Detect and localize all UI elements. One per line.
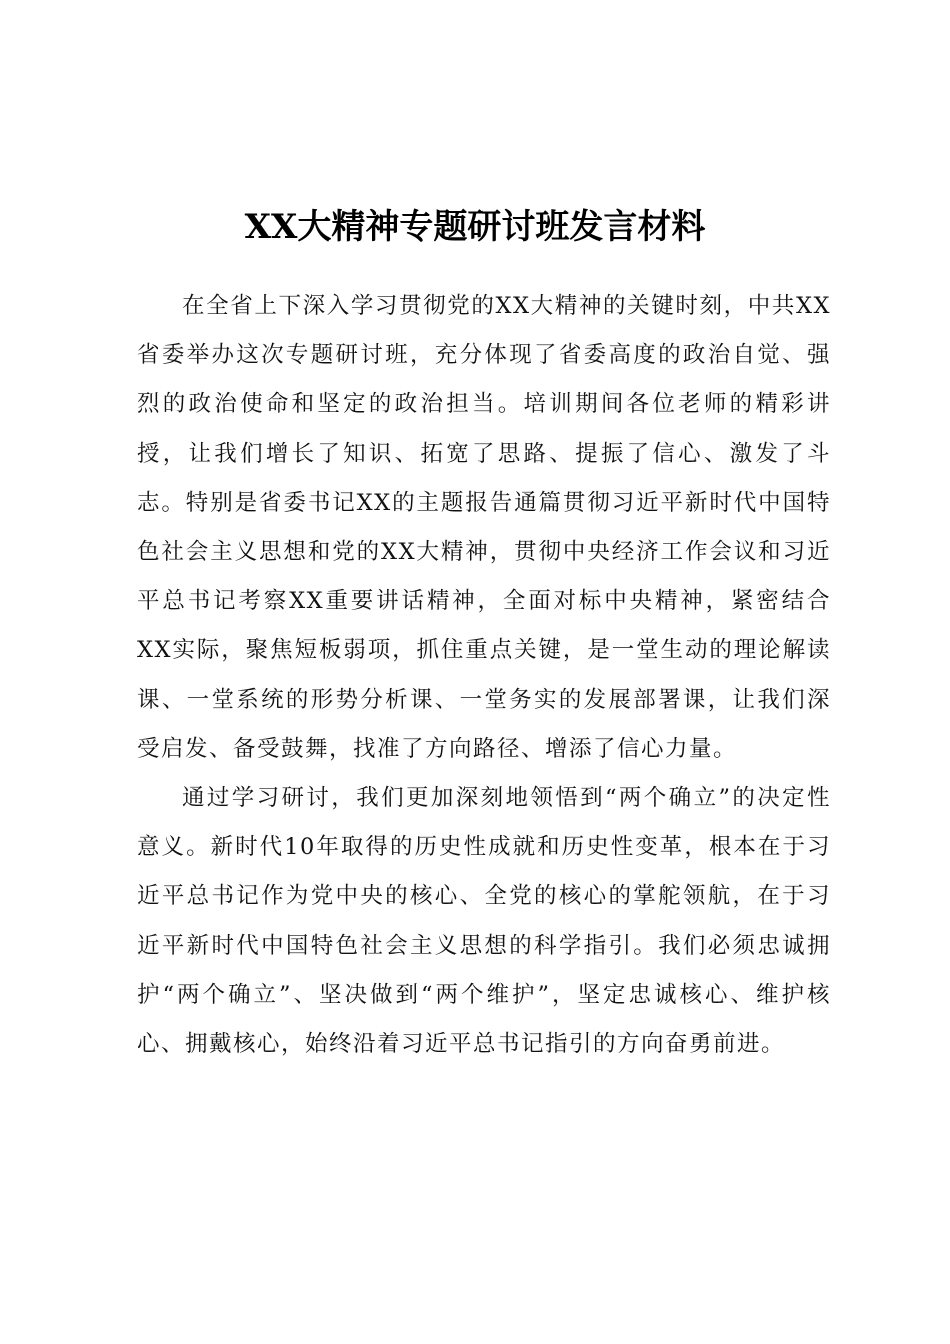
document-title: XX大精神专题研讨班发言材料 [244, 207, 706, 247]
paragraph-1: 在全省上下深入学习贯彻党的XX大精神的关键时刻，中共XX省委举办这次专题研讨班，充分体现了省委高度的政治自觉、强烈的政治使命和坚定的政治担当。培训期间各位老师的精彩讲授，让我们增长了知识、拓宽了思路、提振了信心、激发了斗志。特别是省委书记XX的主题报告通篇贯彻习近平新时代中国特色社会主义思想和党的XX大精神，贯彻中央经济工作会议和习近平总书记考察XX重要讲话精神，全面对标中央精神，紧密结合XX实际，聚焦短板弱项，抓住重点关键，是一堂生动的理论解读课、一堂系统的形势分析课、一堂务实的发展部署课，让我们深受启发、备受鼓舞，找准了方向路径、增添了信心力量。 [137, 293, 831, 762]
document-body [137, 282, 831, 1069]
paragraph-2: 通过学习研讨，我们更加深刻地领悟到“两个确立”的决定性意义。新时代10年取得的历史性成就和历史性变革，根本在于习近平总书记作为党中央的核心、全党的核心的掌舵领航，在于习近平新时代中国特色社会主义思想的科学指引。我们必须忠诚拥护“两个确立”、坚决做到“两个维护”，坚定忠诚核心、维护核心、拥戴核心，始终沿着习近平总书记指引的方向奋勇前进。 [137, 785, 831, 1058]
